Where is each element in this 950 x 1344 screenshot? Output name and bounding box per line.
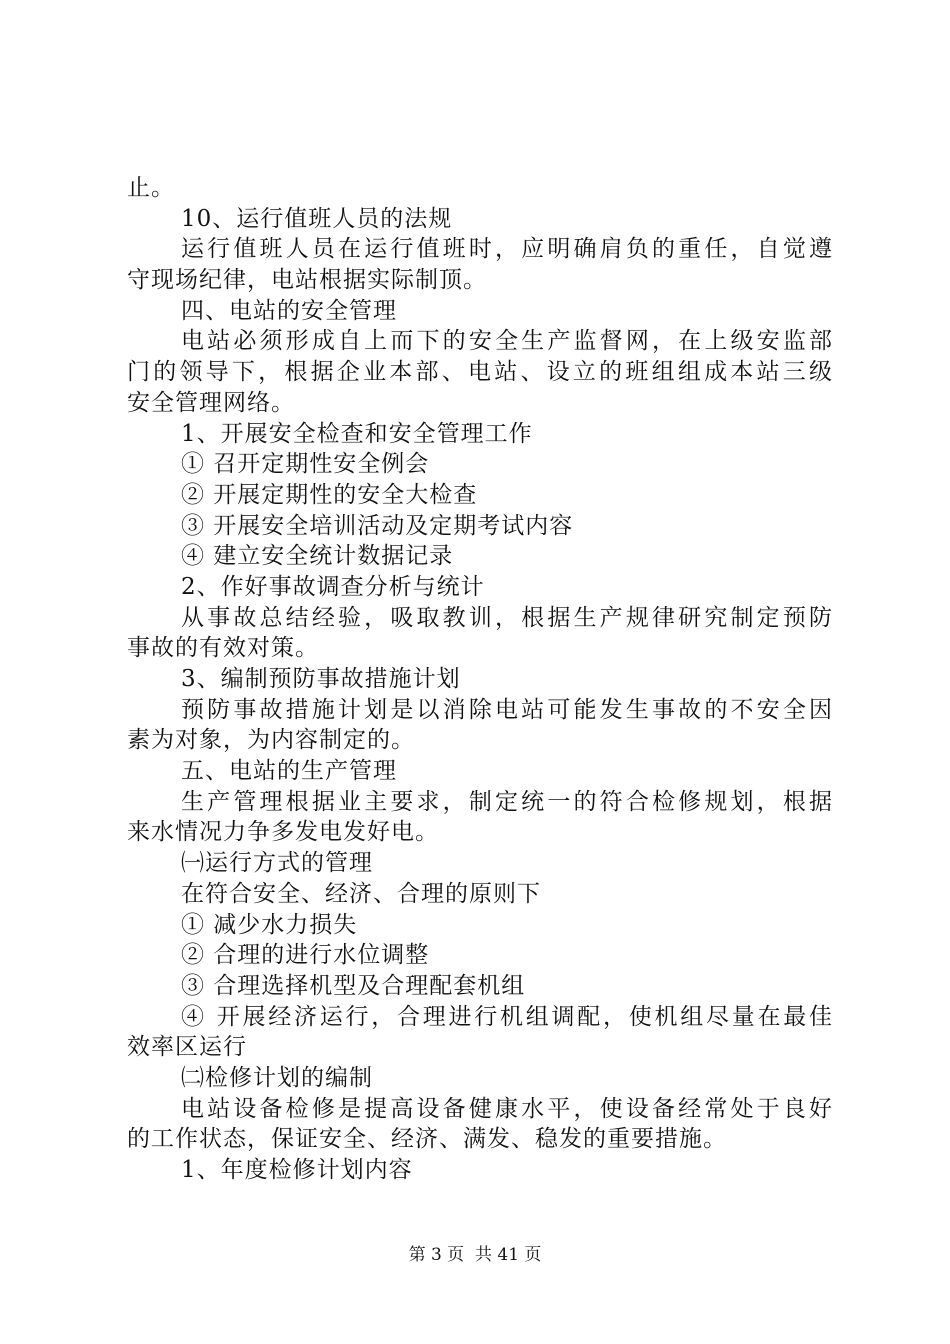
page-footer: 第 3 页 共 41 页 xyxy=(408,1245,542,1265)
text-line: 生产管理根据业主要求，制定统一的符合检修规划，根据 xyxy=(181,788,832,815)
text-line: 五、电站的生产管理 xyxy=(181,758,397,785)
text-line: ㈠运行方式的管理 xyxy=(181,850,373,877)
text-line: ㈡检修计划的编制 xyxy=(181,1064,373,1091)
text-line: ④ 开展经济运行，合理进行机组调配，使机组尽量在最佳 xyxy=(181,1003,832,1030)
text-line: ③ 开展安全培训活动及定期考试内容 xyxy=(181,512,574,539)
text-line: 事故的有效对策。 xyxy=(127,635,319,662)
text-line: 电站必须形成自上而下的安全生产监督网，在上级安监部 xyxy=(181,328,832,355)
text-line: ③ 合理选择机型及合理配套机组 xyxy=(181,972,526,999)
text-line: 电站设备检修是提高设备健康水平，使设备经常处于良好 xyxy=(181,1095,832,1122)
text-line: ④ 建立安全统计数据记录 xyxy=(181,543,454,570)
text-line: 四、电站的安全管理 xyxy=(181,297,397,324)
text-line: 的工作状态，保证安全、经济、满发、稳发的重要措施。 xyxy=(127,1126,727,1153)
text-line: ② 合理的进行水位调整 xyxy=(181,942,430,969)
text-line: 1、开展安全检查和安全管理工作 xyxy=(181,420,533,447)
text-line: 预防事故措施计划是以消除电站可能发生事故的不安全因 xyxy=(181,696,832,723)
text-line: ① 召开定期性安全例会 xyxy=(181,451,430,478)
text-line: 2、作好事故调查分析与统计 xyxy=(181,573,485,600)
text-line: 门的领导下，根据企业本部、电站、设立的班组组成本站三级 xyxy=(127,359,832,386)
text-line: 守现场纪律，电站根据实际制顶。 xyxy=(127,267,487,294)
text-line: ② 开展定期性的安全大检查 xyxy=(181,481,478,508)
text-line: 来水情况力争多发电发好电。 xyxy=(127,819,439,846)
text-line: 1、年度检修计划内容 xyxy=(181,1157,413,1183)
text-line: 10、运行值班人员的法规 xyxy=(181,205,453,232)
text-line: 素为对象，为内容制定的。 xyxy=(127,727,415,754)
text-line: 从事故总结经验，吸取教训，根据生产规律研究制定预防 xyxy=(181,604,832,631)
text-line: 安全管理网络。 xyxy=(127,389,295,416)
text-line: 效率区运行 xyxy=(127,1034,247,1061)
text-line: 运行值班人员在运行值班时，应明确肩负的重任，自觉遵 xyxy=(181,236,832,263)
document-body xyxy=(127,173,832,1186)
text-line: 在符合安全、经济、合理的原则下 xyxy=(181,880,541,907)
text-line: ① 减少水力损失 xyxy=(181,911,358,938)
text-line: 止。 xyxy=(127,175,175,201)
text-line: 3、编制预防事故措施计划 xyxy=(181,666,461,692)
